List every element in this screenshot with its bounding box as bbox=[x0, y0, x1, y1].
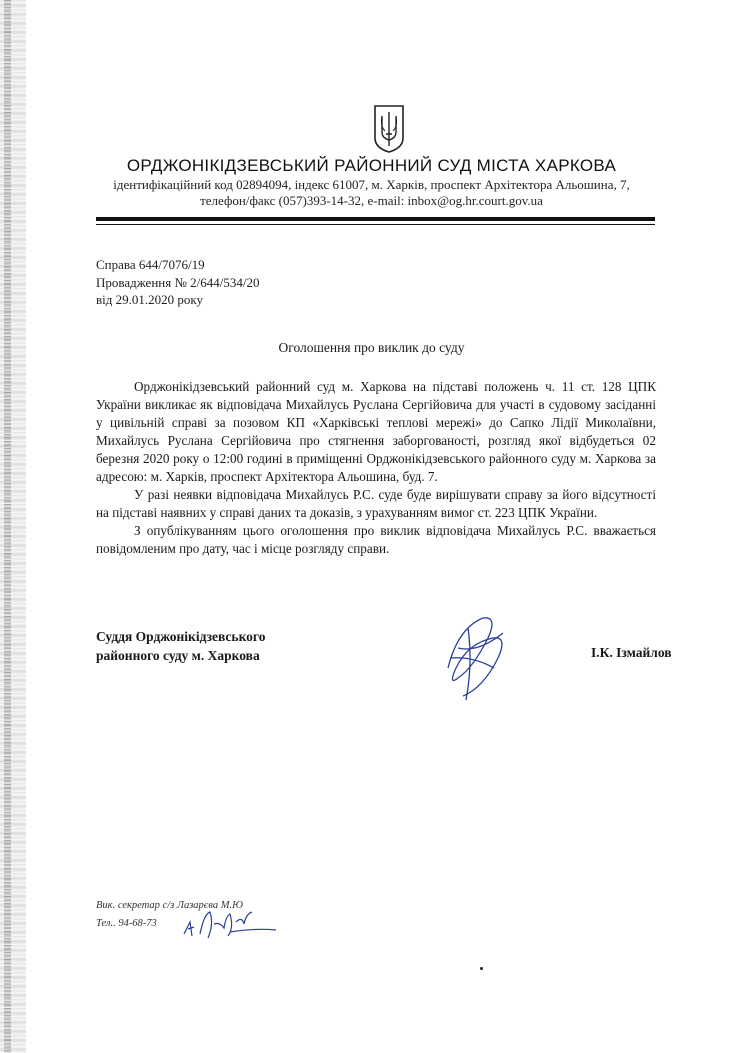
judge-handwritten-signature bbox=[428, 608, 518, 703]
notice-paragraph-1: Орджонікідзевський районний суд м. Харкова на підставі положень ч. 11 ст. 128 ЦПК України викликає як відповідача Михайлусь Руслана Сергійовича для участі в судовому засіданні у цивільній справі за позовом КП «Харківські теплові мережі» до Сапко Лідії Миколаївни, Михайлусь Руслана Сергійовича про стягнення заборгованості, розгляд якої відбудеться 02 березня 2020 року о 12:00 годині в приміщенні Орджонікідзевського районного суду м. Харкова за адресою: м. Харків, проспект Архітектора Альошина, буд. 7. bbox=[96, 379, 656, 484]
document-date: від 29.01.2020 року bbox=[96, 292, 203, 307]
scan-speck bbox=[480, 967, 483, 970]
judge-title bbox=[96, 627, 265, 665]
notice-body bbox=[96, 378, 656, 558]
phone-line: Тел.. 94-68-73 bbox=[96, 918, 157, 929]
judge-title-line-2: районного суду м. Харкова bbox=[96, 648, 260, 663]
proceeding-number: Провадження № 2/644/534/20 bbox=[96, 275, 260, 290]
secretary-line: Вик. секретар с/з Лазарєва М.Ю bbox=[96, 900, 243, 911]
secretary-handwritten-signature bbox=[180, 894, 280, 944]
document-title: Оголошення про виклик до суду bbox=[278, 340, 465, 355]
trident-emblem-icon bbox=[372, 104, 406, 154]
court-contact-line: телефон/факс (057)393-14-32, e-mail: inbox@og.hr.court.gov.ua bbox=[200, 193, 543, 208]
judge-name: І.К. Ізмайлов bbox=[591, 645, 672, 660]
header-divider-thick bbox=[96, 217, 655, 221]
notice-paragraph-3: З опублікуванням цього оголошення про виклик відповідача Михайлусь Р.С. вважається повідомленим про дату, час і місце розгляду справи. bbox=[96, 523, 656, 556]
notice-paragraph-2: У разі неявки відповідача Михайлусь Р.С. суде буде вирішувати справу за його відсутності на підставі наявних у справі даних та доказів, з урахуванням вимог ст. 223 ЦПК України. bbox=[96, 487, 656, 520]
court-name: ОРДЖОНІКІДЗЕВСЬКИЙ РАЙОННИЙ СУД МІСТА ХАРКОВА bbox=[126, 156, 617, 175]
header-divider-thin bbox=[96, 224, 655, 225]
case-number: Справа 644/7076/19 bbox=[96, 257, 205, 272]
court-address-line: ідентифікаційний код 02894094, індекс 61007, м. Харків, проспект Архітектора Альошина, 7, bbox=[113, 177, 630, 192]
judge-title-line-1: Суддя Орджонікідзевського bbox=[96, 629, 266, 644]
